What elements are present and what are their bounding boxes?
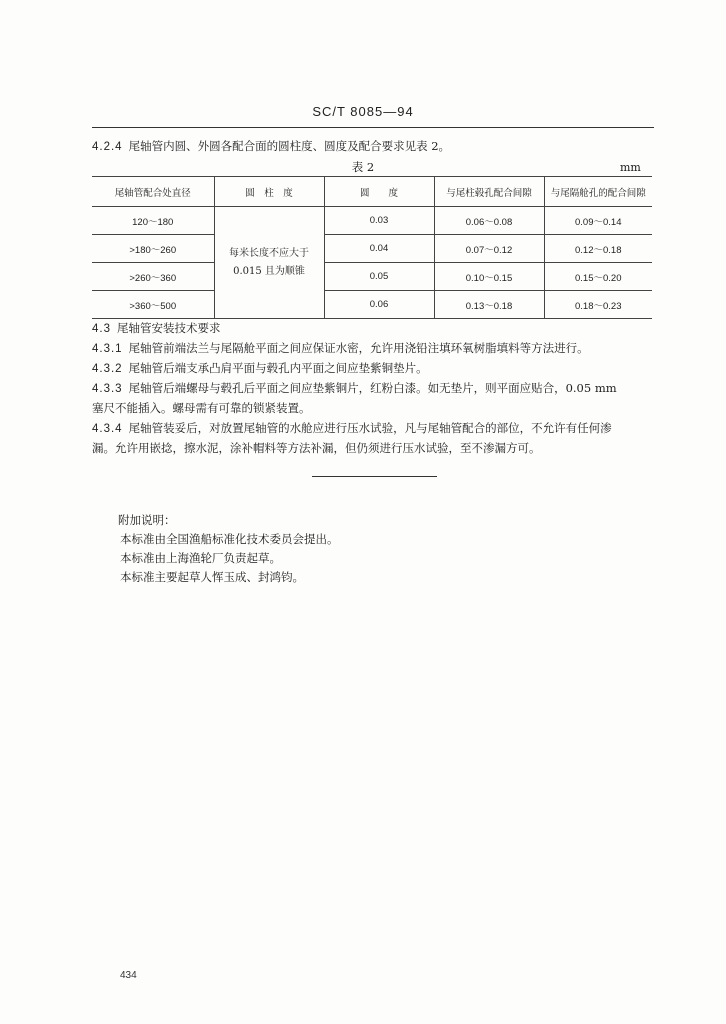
column-header: 与尾柱毂孔配合间隙 [434, 177, 544, 207]
clause-number: 4.3.2 [92, 363, 123, 375]
clause-number: 4.2.4 [92, 141, 123, 153]
cell-roundness: 0.05 [324, 263, 434, 291]
cell-bulkhead-clearance: 0.09～0.14 [544, 207, 652, 235]
clause-text: 尾轴管后端支承凸肩平面与毂孔内平面之间应垫紫铜垫片。 [128, 361, 428, 375]
clause-4-3-3 [92, 380, 617, 396]
cell-cylindricity [214, 207, 324, 319]
cell-hub-clearance: 0.07～0.12 [434, 235, 544, 263]
cell-diameter: >360～500 [92, 291, 214, 319]
table-row [92, 263, 652, 291]
clause-text-line-1: 尾轴管装妥后，对放置尾轴管的水舱应进行压水试验，凡与尾轴管配合的部位，不允许有任何渗 [128, 421, 612, 435]
section-title: 尾轴管安装技术要求 [117, 321, 221, 335]
standard-code-header: SC/T 8085—94 [312, 104, 414, 119]
clause-4-2-4 [92, 138, 450, 154]
note-line: 本标准由全国渔船标准化技术委员会提出。 [120, 532, 339, 546]
cell-bulkhead-clearance: 0.12～0.18 [544, 235, 652, 263]
clause-4-3-1 [92, 340, 589, 356]
cylindricity-line-2: 0.015 且为顺锥 [233, 265, 305, 277]
table-header-row [92, 177, 652, 207]
cell-hub-clearance: 0.06～0.08 [434, 207, 544, 235]
table-row [92, 235, 652, 263]
cell-bulkhead-clearance: 0.18～0.23 [544, 291, 652, 319]
page-number: 434 [120, 970, 137, 981]
column-header: 圆 度 [324, 177, 434, 207]
clause-4-3-3-continuation: 塞尺不能插入。螺母需有可靠的锁紧装置。 [92, 401, 311, 415]
clause-number: 4.3.4 [92, 423, 123, 435]
section-4-3-heading [92, 320, 221, 336]
cell-roundness: 0.04 [324, 235, 434, 263]
clause-text: 尾轴管前端法兰与尾隔舱平面之间应保证水密，允许用浇铅注填环氧树脂填料等方法进行。 [128, 341, 589, 355]
cell-diameter: 120～180 [92, 207, 214, 235]
table-row [92, 207, 652, 235]
column-header: 尾轴管配合处直径 [92, 177, 214, 207]
table-unit: mm [620, 161, 641, 174]
clause-text-line-1: 尾轴管后端螺母与毂孔后平面之间应垫紫铜片，红粉白漆。如无垫片，则平面应贴合，0.05 mm [128, 381, 617, 395]
cell-roundness: 0.06 [324, 291, 434, 319]
cell-diameter: >260～360 [92, 263, 214, 291]
column-header: 圆 柱 度 [214, 177, 324, 207]
cell-hub-clearance: 0.10～0.15 [434, 263, 544, 291]
end-of-text-rule [312, 476, 437, 477]
clause-number: 4.3.1 [92, 343, 123, 355]
clause-4-3-2 [92, 360, 428, 376]
note-line: 本标准由上海渔轮厂负责起草。 [120, 551, 281, 565]
clause-number: 4.3 [92, 323, 111, 335]
clause-4-3-4-continuation: 漏。允许用嵌捻，擦水泥，涂补帽料等方法补漏，但仍须进行压水试验，至不渗漏方可。 [92, 441, 541, 455]
table-row [92, 291, 652, 319]
cell-diameter: >180～260 [92, 235, 214, 263]
table-caption: 表 2 [351, 160, 375, 174]
cell-bulkhead-clearance: 0.15～0.20 [544, 263, 652, 291]
cylindricity-line-1: 每米长度不应大于 [229, 247, 309, 259]
fit-requirements-table [92, 176, 652, 319]
clause-4-3-4 [92, 420, 612, 436]
cell-hub-clearance: 0.13～0.18 [434, 291, 544, 319]
note-line: 本标准主要起草人恽玉成、封鸿钧。 [120, 570, 304, 584]
cell-roundness: 0.03 [324, 207, 434, 235]
clause-text: 尾轴管内圆、外圆各配合面的圆柱度、圆度及配合要求见表 2。 [128, 139, 451, 153]
header-rule [92, 127, 654, 128]
column-header: 与尾隔舱孔的配合间隙 [544, 177, 652, 207]
additional-notes-heading: 附加说明： [118, 513, 176, 527]
clause-number: 4.3.3 [92, 383, 123, 395]
